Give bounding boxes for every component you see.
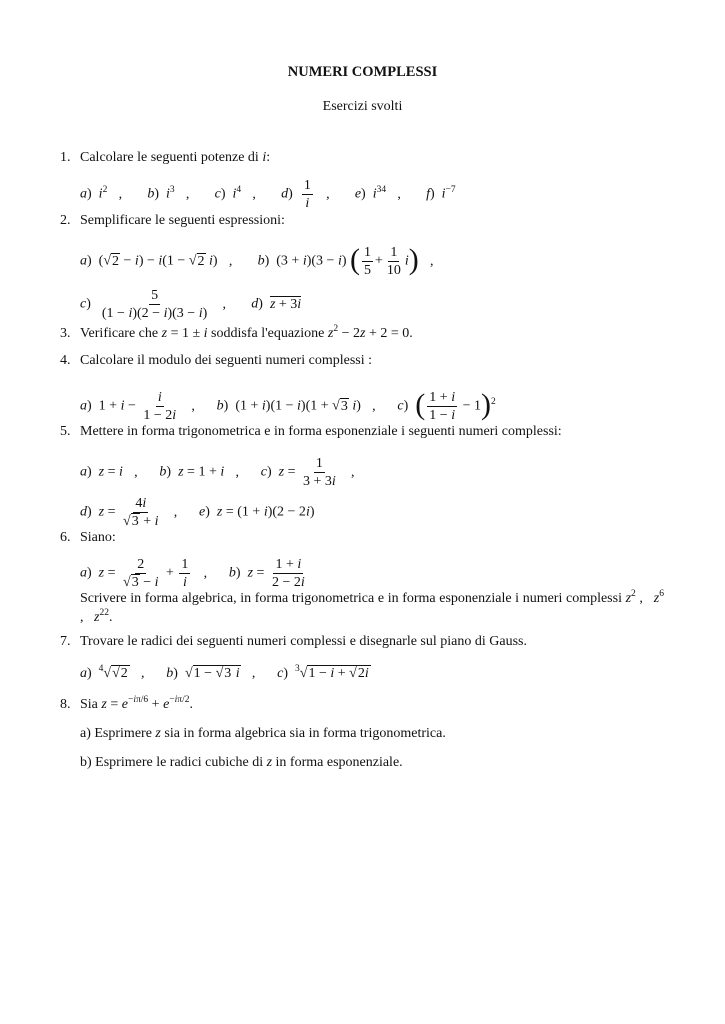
exercise-number: 1. <box>60 150 71 165</box>
exercise-1-items: a) $i^2$ , b) $i^3$ , c) $i^4$ , d) $\frac{1}{i}$ , e) $i^{34}$ , f) $i^{-7}$ <box>80 178 456 211</box>
document-title: NUMERI COMPLESSI <box>287 64 438 80</box>
exercise-number: 7. <box>60 634 71 649</box>
exercise-5-items-a-c: a) z = i , b) z = 1 + i , c) z = $\frac{1}{3 + 3i}$ , <box>80 456 355 489</box>
exercise-5-items-d-e: d) z = $\frac{4i}{√3 + i}$ , e) z = (1 + i)(2 − 2i) <box>80 496 315 529</box>
document-subtitle: Esercizi svolti <box>322 99 403 114</box>
exercise-number: 4. <box>60 353 71 368</box>
exercise-text: Trovare le radici dei seguenti numeri complessi e disegnarle sul piano di Gauss. <box>80 634 527 649</box>
exercise-2-items-c-d: c) $\frac{5}{(1 - i)(2 - i)(3 - i)}$ , d) z + 3i <box>80 288 302 321</box>
exercise-text: Siano: <box>80 530 116 545</box>
exercise-8-part-b: b) Esprimere le radici cubiche di z in forma esponenziale. <box>80 755 403 770</box>
exercise-text: Calcolare il modulo dei seguenti numeri complessi : <box>80 353 372 368</box>
exercise-text: Calcolare le seguenti potenze di i: <box>80 150 271 165</box>
exercise-8-part-a: a) Esprimere z sia in forma algebrica sia in forma trigonometrica. <box>80 726 446 741</box>
exercise-6-items: a) z = $\frac{2}{√3 - i}$ + $\frac{1}{i}$ , b) z = $\frac{1 + i}{2 - 2i}$ <box>80 557 305 590</box>
exercise-number: 5. <box>60 424 71 439</box>
exercise-4-items: a) 1 + i − $\frac{i}{1 - 2i}$ , b) (1 + i)(1 − i)(1 + √3 i) , c) ( $\frac{1 + i}{1 - i}$ − 1)$^2$ <box>80 387 496 423</box>
exercise-number: 2. <box>60 213 71 228</box>
exercise-text: Semplificare le seguenti espressioni: <box>80 213 285 228</box>
exercise-number: 3. <box>60 326 71 341</box>
exercise-2-items-a-b: a) (√2 − i) − i(1 − √2 i) , b) (3 + i)(3 − i) ( $\frac{1}{5}$ + $\frac{1}{10}$ i) , <box>80 242 434 278</box>
exercise-number: 6. <box>60 530 71 545</box>
exercise-text: Sia $z = e^{-i\pi/6} + e^{-i\pi/2}$. <box>80 695 193 712</box>
exercise-7-items: a) $^4$√√2 , b) √1 − √3 i , c) $^3$√1 − i + √2i <box>80 664 369 681</box>
exercise-text: Mettere in forma trigonometrica e in forma esponenziale i seguenti numeri complessi: <box>80 424 562 439</box>
exercise-6-extra-text: Scrivere in forma algebrica, in forma trigonometrica e in forma esponenziale i numeri complessi $z^2$ , $z^6$ , $z^{22}$. <box>80 589 664 625</box>
exercise-number: 8. <box>60 697 71 712</box>
exercise-text: Verificare che z = 1 ± i soddisfa l'equazione $z^2 - 2z + 2 = 0$. <box>80 324 413 341</box>
